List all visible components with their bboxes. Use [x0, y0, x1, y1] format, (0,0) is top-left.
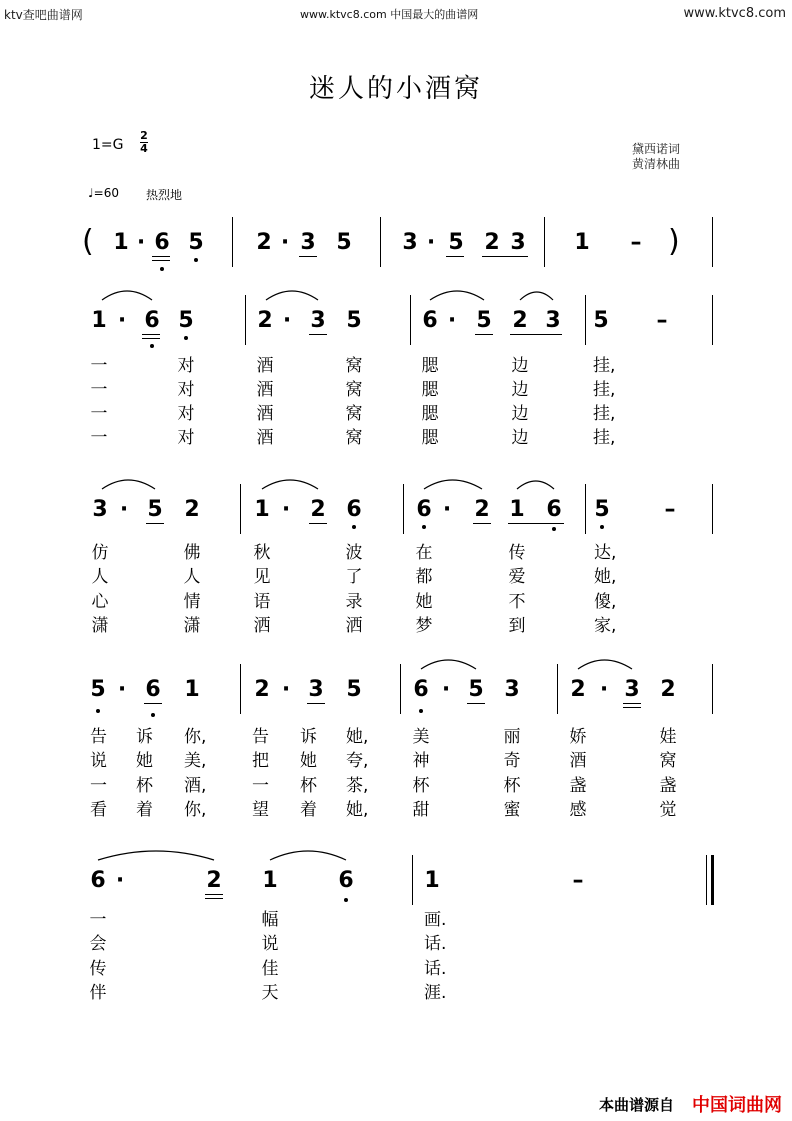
lyric: 心 [91, 592, 109, 612]
lyric: 到 [508, 616, 526, 636]
lyric: 告 [90, 727, 107, 747]
note: 1 [184, 677, 200, 702]
intro-dot-duration: · [280, 230, 290, 255]
lyric: 天 [261, 983, 279, 1003]
note: 5 [346, 308, 362, 333]
lyric: 挂, [593, 404, 616, 424]
lyric: 窝 [345, 428, 363, 448]
lyric: 不 [508, 592, 526, 612]
note: 6 [416, 497, 432, 522]
lyric: 佛 [183, 543, 201, 563]
slur [520, 292, 553, 300]
lyric: 对 [177, 428, 195, 448]
lyric: 说 [261, 934, 279, 954]
header-site-left: ktv查吧曲谱网 [4, 8, 83, 22]
lyric: 边 [511, 356, 529, 376]
lyric: 说 [90, 751, 107, 771]
lyric: 达, [594, 543, 617, 563]
slur [102, 480, 155, 489]
note: 5 [476, 308, 492, 333]
lyric: 她, [346, 727, 369, 747]
lyric: 美 [412, 727, 430, 747]
meter-top: 2 [140, 129, 148, 142]
lyric: 窝 [345, 356, 363, 376]
slur [102, 291, 152, 300]
lyric: 对 [177, 380, 195, 400]
dot-duration: · [442, 497, 452, 522]
note: 1 [262, 868, 278, 893]
lyric: 她 [415, 592, 433, 612]
intro-close-paren: ) [668, 224, 680, 259]
note: 6 [546, 497, 562, 522]
lyric: 酒 [569, 751, 587, 771]
note: 3 [504, 677, 520, 702]
dash: – [572, 868, 584, 893]
dot-duration: · [119, 497, 129, 522]
slur [98, 851, 214, 860]
lyric: 望 [252, 800, 269, 820]
lyric: 在 [415, 543, 433, 563]
lyric: 涯. [424, 983, 447, 1003]
slur [430, 291, 484, 300]
lyric: 你, [184, 727, 207, 747]
note: 2 [310, 497, 326, 522]
note: 5 [468, 677, 484, 702]
lyricist-credit: 黛西诺词 [632, 142, 681, 156]
lyric: 洒 [253, 616, 271, 636]
note: 2 [184, 497, 200, 522]
lyric: 美, [184, 751, 207, 771]
lyric: 了 [345, 567, 363, 587]
lyric: 窝 [345, 404, 363, 424]
lyric: 窝 [659, 751, 677, 771]
dot-duration: · [441, 677, 451, 702]
lyric: 看 [90, 800, 107, 820]
composer-credit: 黄清林曲 [632, 157, 681, 171]
lyric: 传 [508, 543, 526, 563]
note: 6 [144, 308, 160, 333]
lyric: 佳 [261, 959, 279, 979]
lyric: 觉 [659, 800, 677, 820]
note: 6 [145, 677, 161, 702]
meter-bottom: 4 [140, 142, 148, 155]
lyric: 情 [183, 592, 201, 612]
note: 2 [512, 308, 528, 333]
note: 2 [206, 868, 222, 893]
lyric: 诉 [300, 727, 317, 747]
note: 2 [254, 677, 270, 702]
lyric: 一 [90, 356, 108, 376]
lyric: 神 [412, 751, 430, 771]
lyric: 一 [89, 910, 107, 930]
lyric: 奇 [503, 751, 521, 771]
slur [270, 851, 346, 860]
lyric: 洒 [345, 616, 363, 636]
lyric: 画. [424, 910, 447, 930]
lyric: 一 [90, 776, 107, 796]
note: 2 [660, 677, 676, 702]
lyric: 诉 [136, 727, 153, 747]
dot-duration: · [115, 868, 125, 893]
lyric: 窝 [345, 380, 363, 400]
lyric: 波 [345, 543, 363, 563]
lyric: 酒 [256, 404, 274, 424]
lyric: 你, [184, 800, 207, 820]
slur [266, 291, 318, 300]
lyric: 酒 [256, 356, 274, 376]
slur [421, 660, 476, 669]
note: 6 [413, 677, 429, 702]
lyric: 伴 [89, 983, 107, 1003]
intro-dot-duration: · [426, 230, 436, 255]
lyric: 都 [415, 567, 433, 587]
note: 2 [570, 677, 586, 702]
slur [517, 481, 554, 489]
dash: – [664, 497, 676, 522]
dot-duration: · [117, 308, 127, 333]
lyric: 边 [511, 428, 529, 448]
lyric: 一 [252, 776, 269, 796]
tempo-marking: ♩=60 [88, 186, 119, 200]
dot-duration: · [117, 677, 127, 702]
note: 3 [308, 677, 324, 702]
lyric: 会 [89, 934, 107, 954]
lyric: 甜 [412, 800, 430, 820]
lyric: 把 [252, 751, 269, 771]
lyric: 她 [136, 751, 153, 771]
note: 3 [310, 308, 326, 333]
header-site-center: www.ktvc8.com 中国最大的曲谱网 [300, 8, 479, 21]
dot-duration: · [281, 497, 291, 522]
lyric: 语 [253, 592, 271, 612]
slur [424, 480, 482, 489]
intro-note: 3 [300, 230, 316, 255]
song-title: 迷人的小酒窝 [308, 74, 483, 104]
intro-note: 5 [188, 230, 204, 255]
note: 1 [424, 868, 440, 893]
lyric: 挂, [593, 428, 616, 448]
lyric: 夸, [346, 751, 369, 771]
intro-note: 5 [336, 230, 352, 255]
lyric: 录 [345, 592, 363, 612]
intro-note: 1 [113, 230, 129, 255]
lyric: 娃 [659, 727, 677, 747]
lyric: 挂, [593, 380, 616, 400]
lyric: 腮 [421, 404, 439, 424]
intro-note: 1 [574, 230, 590, 255]
note: 2 [257, 308, 273, 333]
lyric: 娇 [569, 727, 587, 747]
lyric: 她, [346, 800, 369, 820]
lyric: 酒, [184, 776, 207, 796]
lyric: 盏 [659, 776, 677, 796]
lyric: 梦 [415, 616, 433, 636]
lyric: 茶, [346, 776, 369, 796]
lyric: 杯 [136, 776, 153, 796]
intro-note: 6 [154, 230, 170, 255]
note: 5 [178, 308, 194, 333]
lyric: 一 [90, 428, 108, 448]
lyric: 告 [252, 727, 269, 747]
lyric: 她 [300, 751, 317, 771]
note: 5 [594, 497, 610, 522]
intro-note: 5 [448, 230, 464, 255]
lyric: 腮 [421, 428, 439, 448]
footer-source-label: 本曲谱源自 [598, 1096, 674, 1114]
lyric: 边 [511, 380, 529, 400]
lyric: 爱 [508, 567, 526, 587]
note: 6 [422, 308, 438, 333]
intro-note: 2 [256, 230, 272, 255]
dot-duration: · [599, 677, 609, 702]
lyric: 丽 [503, 727, 521, 747]
lyric: 对 [177, 404, 195, 424]
lyric: 仿 [91, 543, 109, 563]
lyric: 酒 [256, 380, 274, 400]
note: 1 [91, 308, 107, 333]
slur [262, 480, 318, 489]
note: 1 [509, 497, 525, 522]
note: 2 [474, 497, 490, 522]
lyric: 蜜 [503, 800, 521, 820]
lyric: 着 [300, 800, 317, 820]
lyric: 秋 [253, 543, 271, 563]
lyric: 傻, [594, 592, 617, 612]
intro-dash: – [630, 230, 642, 255]
lyric: 边 [511, 404, 529, 424]
note: 5 [147, 497, 163, 522]
lyric: 家, [594, 616, 617, 636]
lyric: 幅 [261, 910, 279, 930]
lyric: 杯 [503, 776, 521, 796]
lyric: 杯 [412, 776, 430, 796]
note: 6 [346, 497, 362, 522]
note: 5 [346, 677, 362, 702]
intro-note: 3 [510, 230, 526, 255]
lyric: 她, [594, 567, 617, 587]
footer-site-link[interactable]: 中国词曲网 [692, 1095, 782, 1116]
lyric: 见 [253, 567, 271, 587]
lyric: 一 [90, 380, 108, 400]
lyric: 人 [91, 567, 109, 587]
note: 5 [593, 308, 609, 333]
note: 3 [624, 677, 640, 702]
intro-dot-duration: · [136, 230, 146, 255]
note: 1 [254, 497, 270, 522]
lyric: 腮 [421, 380, 439, 400]
lyric: 挂, [593, 356, 616, 376]
lyric: 杯 [300, 776, 317, 796]
dot-duration: · [447, 308, 457, 333]
key-signature: 1=G [92, 137, 124, 153]
lyric: 盏 [569, 776, 587, 796]
dot-duration: · [281, 677, 291, 702]
note: 5 [90, 677, 106, 702]
intro-note: 2 [484, 230, 500, 255]
note: 3 [92, 497, 108, 522]
lyric: 传 [89, 959, 107, 979]
dot-duration: · [282, 308, 292, 333]
lyric: 感 [569, 800, 587, 820]
lyric: 对 [177, 356, 195, 376]
lyric: 话. [424, 934, 447, 954]
note: 6 [338, 868, 354, 893]
lyric: 腮 [421, 356, 439, 376]
lyric: 着 [136, 800, 153, 820]
lyric: 潇 [91, 616, 109, 636]
intro-open-paren: ( [82, 224, 94, 259]
lyric: 酒 [256, 428, 274, 448]
intro-note: 3 [402, 230, 418, 255]
lyric: 一 [90, 404, 108, 424]
header-site-right: www.ktvc8.com [683, 6, 786, 21]
lyric: 人 [183, 567, 201, 587]
lyric: 潇 [183, 616, 201, 636]
note: 3 [545, 308, 561, 333]
dash: – [656, 308, 668, 333]
note: 6 [90, 868, 106, 893]
lyric: 话. [424, 959, 447, 979]
expression-marking: 热烈地 [146, 188, 183, 202]
slur [578, 660, 632, 669]
